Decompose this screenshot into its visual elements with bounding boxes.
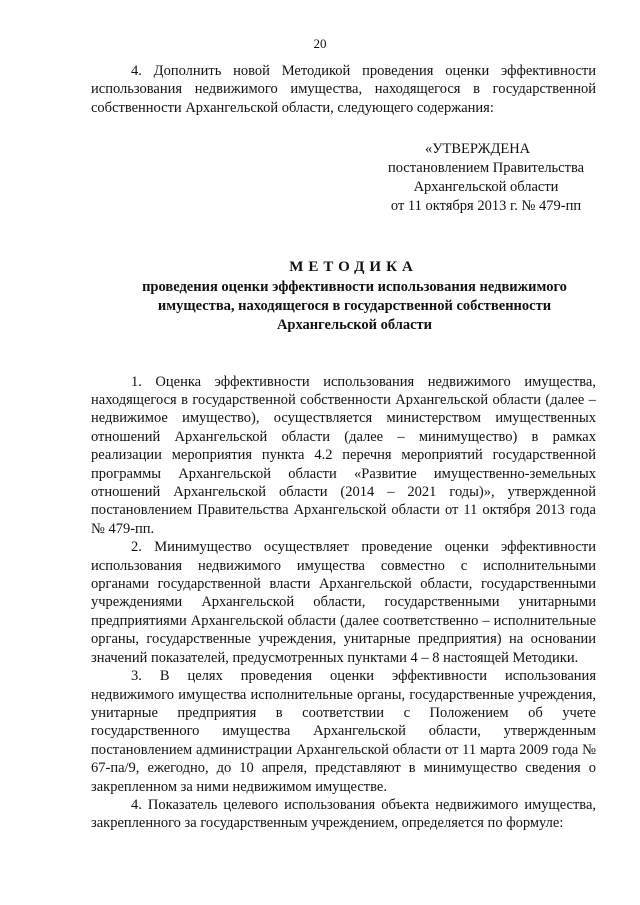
body-text [91, 373, 596, 833]
approval-line-1: «УТВЕРЖДЕНА [425, 141, 531, 158]
document-subtitle: проведения оценки эффективности использования недвижимого имущества, находящегося в государственной собственности Архангельской области [142, 279, 567, 333]
paragraph-3: 3. В целях проведения оценки эффективности использования недвижимого имущества исполнительные органы, государственные учреждения, унитарные предприятия в соответствии с Положением об учете государственного имущества Архангельской области, утвержденным постановлением администрации Архангельской области от 11 марта 2009 года № 67-па/9, ежегодно, до 10 апреля, представляют в минимущество сведения о закрепленном за ними недвижимом имуществе. [91, 668, 596, 795]
approval-stamp-block [371, 140, 601, 216]
page-number: 20 [313, 36, 327, 51]
document-title: МЕТОДИКА [289, 259, 418, 276]
paragraph-2: 2. Минимущество осуществляет проведение оценки эффективности использования недвижимого имущества совместно с исполнительными органами государственной власти Архангельской области, государственными учреждениями Архангельской области, государственными унитарными предприятиями Архангельской области (далее соответственно – исполнительные органы, государственные учреждения, унитарные предприятия) на основании значений показателей, предусмотренных пунктами 4 – 8 настоящей Методики. [91, 539, 596, 666]
paragraph-1: 1. Оценка эффективности использования недвижимого имущества, находящегося в государственной собственности Архангельской области (далее – недвижимое имущество), осуществляется министерством имущественных отношений Архангельской области (далее – минимущество) в рамках реализации мероприятия пункта 4.2 перечня мероприятий государственной программы Архангельской области «Развитие имущественно-земельных отношений Архангельской области (2014 – 2021 годы)», утвержденной постановлением Правительства Архангельской области от 11 октября 2013 года № 479-пп. [91, 373, 596, 537]
intro-paragraph: 4. Дополнить новой Методикой проведения оценки эффективности использования недвижимого имущества, находящегося в государственной собственности Архангельской области, следующего содержания: [91, 63, 596, 116]
approval-line-4: от 11 октября 2013 г. № 479-пп [390, 198, 582, 215]
approval-line-3: Архангельской области [413, 179, 559, 196]
page-content [91, 62, 596, 833]
paragraph-4: 4. Показатель целевого использования объекта недвижимого имущества, закрепленного за государственным учреждением, определяется по формуле: [91, 796, 596, 832]
approval-line-2: постановлением Правительства [387, 160, 585, 177]
